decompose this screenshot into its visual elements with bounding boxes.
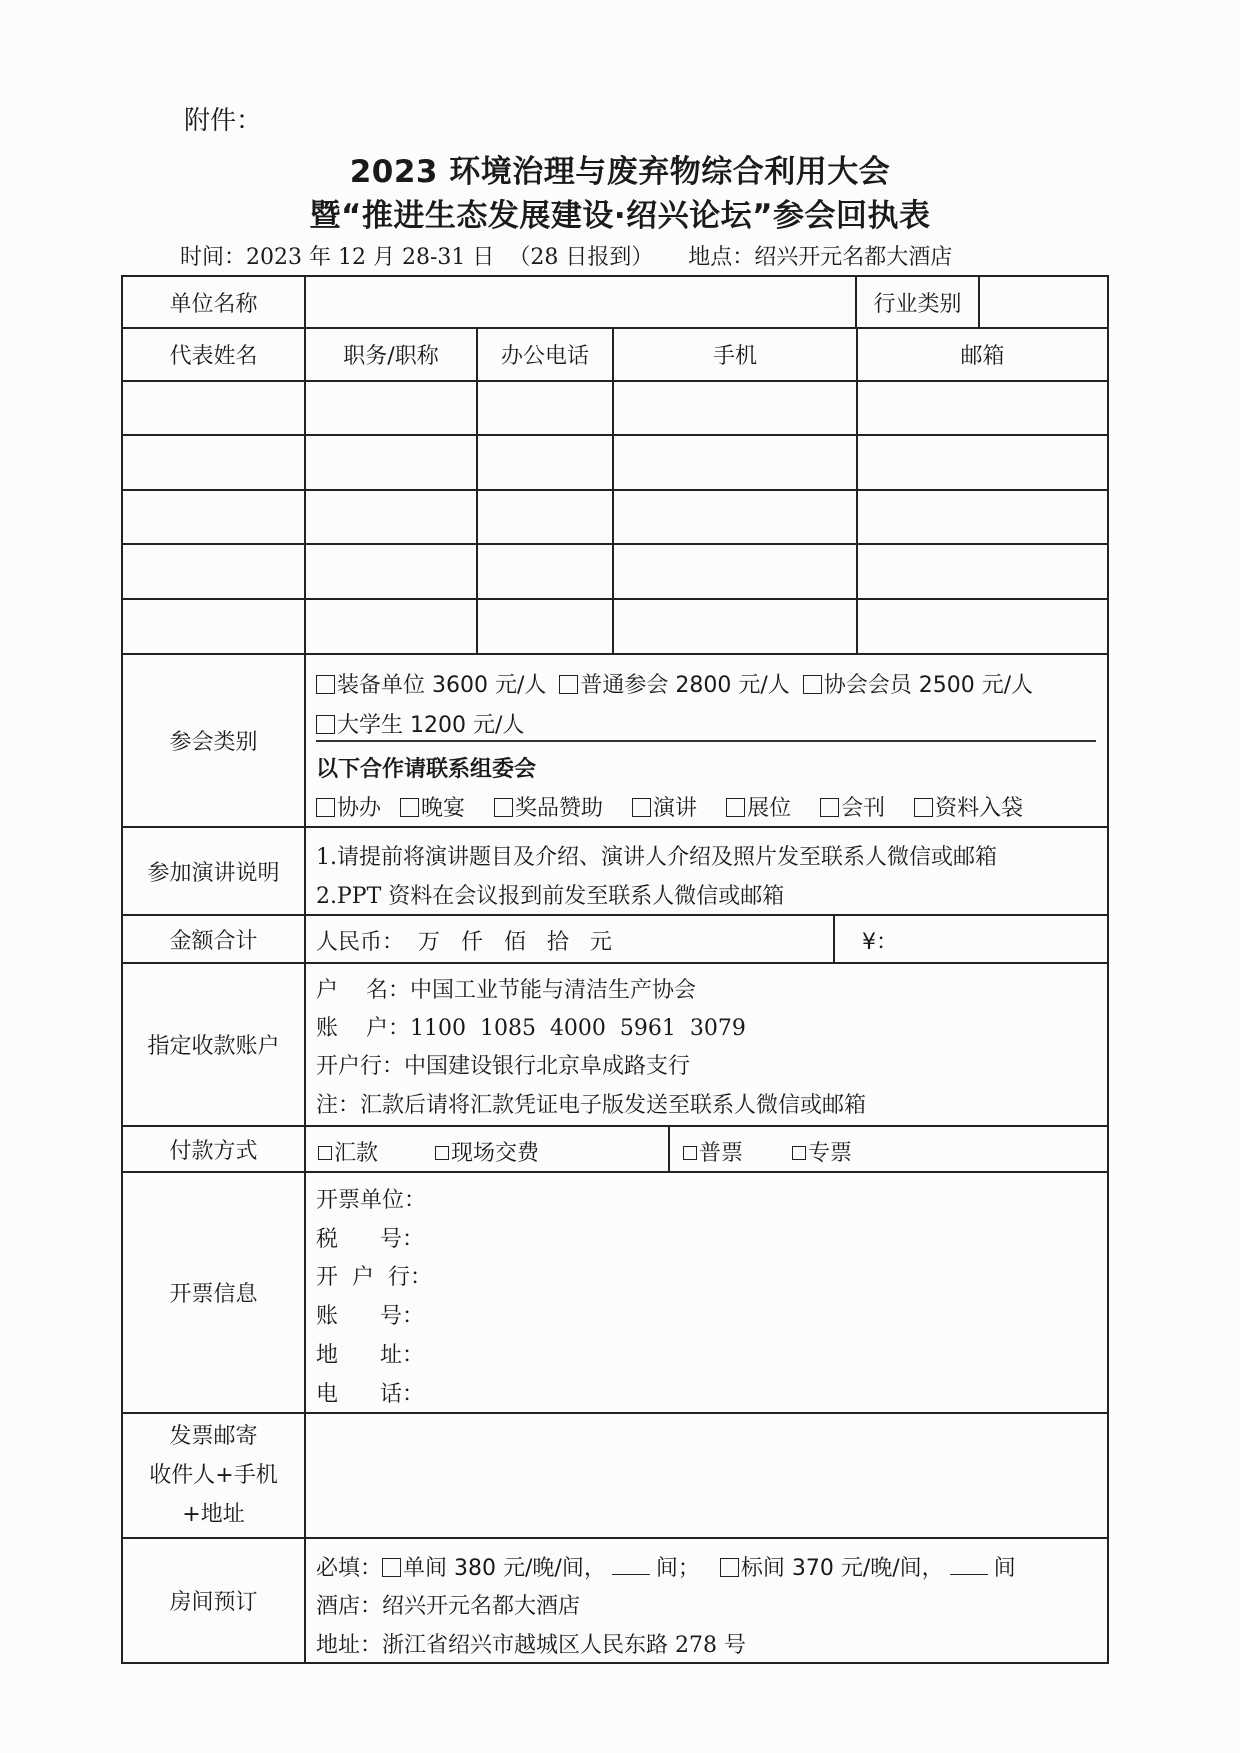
coop-speech-label: 演讲	[653, 796, 698, 821]
option-general-label: 普通参会 2800 元/人	[580, 673, 790, 698]
payment-method-options	[318, 1136, 539, 1167]
attendee-row[interactable]	[123, 545, 1107, 598]
category-label: 参会类别	[169, 730, 258, 755]
column-header-name: 代表姓名	[169, 344, 258, 369]
speech-label: 参加演讲说明	[147, 860, 280, 886]
option-equipment-label: 装备单位 3600 元/人	[337, 673, 547, 698]
twin-room-label: 标间 370 元/晚/间，	[740, 1556, 944, 1581]
checkbox-equipment[interactable]	[316, 675, 335, 694]
attendee-row[interactable]	[123, 436, 1107, 489]
payment-label: 付款方式	[169, 1138, 258, 1164]
special-invoice-label: 专票	[808, 1141, 853, 1166]
checkbox-journal[interactable]	[820, 798, 839, 817]
invoice-type-options	[683, 1136, 852, 1167]
checkbox-bag-insert[interactable]	[914, 798, 933, 817]
mailing-label-line1: 发票邮寄	[169, 1424, 258, 1449]
page-title: 2023 环境治理与废弃物综合利用大会	[349, 154, 891, 190]
invoice-phone-field[interactable]: 电 话：	[316, 1382, 424, 1407]
attendee-row[interactable]	[123, 382, 1107, 434]
unit-name-label: 单位名称	[169, 291, 258, 317]
hotel-line: 酒店：绍兴开元名都大酒店	[316, 1594, 581, 1619]
invoice-info-label: 开票信息	[169, 1282, 258, 1307]
checkbox-dinner[interactable]	[400, 798, 419, 817]
checkbox-general[interactable]	[559, 675, 578, 694]
amount-rmb-field[interactable]: 人民币： 万 仟 佰 拾 元	[316, 930, 612, 955]
room-booking-label: 房间预订	[169, 1590, 258, 1615]
coop-dinner-label: 晚宴	[421, 796, 466, 821]
checkbox-coorganizer[interactable]	[316, 798, 335, 817]
invoice-address-field[interactable]: 地 址：	[316, 1343, 424, 1368]
room-required-label: 必填：	[316, 1556, 383, 1581]
industry-label: 行业类别	[873, 291, 962, 317]
invoice-bank-field[interactable]: 开 户 行：	[316, 1265, 432, 1290]
time-location-line: 时间：2023 年 12 月 28-31 日 （28 日报到） 地点：绍兴开元名都大酒店	[180, 245, 953, 270]
page-subtitle: 暨“推进生态发展建设·绍兴论坛”参会回执表	[309, 198, 931, 234]
attachment-label: 附件：	[184, 106, 263, 136]
payment-onsite-label: 现场交费	[451, 1141, 540, 1166]
checkbox-twin-room[interactable]	[720, 1558, 739, 1577]
account-number-line: 账 户：1100 1085 4000 5961 3079	[316, 1016, 746, 1041]
mailing-label	[123, 1414, 304, 1537]
option-member-label: 协会会员 2500 元/人	[823, 673, 1034, 698]
checkbox-remit[interactable]	[318, 1146, 332, 1160]
twin-room-unit: 间	[993, 1556, 1016, 1581]
coop-heading: 以下合作请联系组委会	[316, 757, 537, 782]
mailing-label-line3: +地址	[182, 1502, 245, 1527]
account-label: 指定收款账户	[147, 1034, 280, 1059]
attendee-row[interactable]	[123, 600, 1107, 653]
speech-note-2: 2.PPT 资料在会议报到前发至联系人微信或邮箱	[316, 884, 785, 909]
mailing-field[interactable]	[306, 1414, 1107, 1537]
invoice-account-field[interactable]: 账 号：	[316, 1304, 424, 1329]
payment-remit-label: 汇款	[334, 1141, 379, 1166]
checkbox-onsite[interactable]	[435, 1146, 449, 1160]
category-options-row1	[316, 668, 1033, 699]
category-options-row2	[316, 708, 524, 739]
checkbox-special-invoice[interactable]	[792, 1146, 806, 1160]
speech-note-1: 1.请提前将演讲题目及介绍、演讲人介绍及照片发至联系人微信或邮箱	[316, 845, 997, 870]
coop-booth-label: 展位	[747, 796, 792, 821]
amount-label: 金额合计	[169, 928, 258, 954]
coop-bag-insert-label: 资料入袋	[935, 796, 1024, 821]
column-header-mobile: 手机	[712, 344, 757, 369]
checkbox-speech[interactable]	[632, 798, 651, 817]
amount-yen-field[interactable]: ¥：	[862, 930, 898, 955]
checkbox-student[interactable]	[316, 715, 335, 734]
coop-journal-label: 会刊	[841, 796, 886, 821]
option-student-label: 大学生 1200 元/人	[337, 713, 525, 738]
industry-field[interactable]	[980, 277, 1107, 327]
mailing-label-line2: 收件人+手机	[149, 1463, 278, 1488]
invoice-company-field[interactable]: 开票单位：	[316, 1188, 427, 1213]
normal-invoice-label: 普票	[699, 1141, 744, 1166]
column-header-title: 职务/职称	[343, 344, 439, 369]
single-room-unit: 间；	[655, 1556, 700, 1581]
account-name-line: 户 名：中国工业节能与清洁生产协会	[316, 978, 696, 1003]
twin-room-count-input[interactable]	[950, 1556, 988, 1575]
coop-options	[316, 791, 1023, 822]
attendee-row[interactable]	[123, 491, 1107, 543]
single-room-count-input[interactable]	[612, 1556, 650, 1575]
checkbox-prize[interactable]	[494, 798, 513, 817]
coop-coorganizer-label: 协办	[337, 796, 382, 821]
room-options	[316, 1551, 1016, 1582]
column-header-office-phone: 办公电话	[500, 344, 589, 369]
checkbox-booth[interactable]	[726, 798, 745, 817]
column-header-email: 邮箱	[960, 344, 1005, 369]
invoice-tax-id-field[interactable]: 税 号：	[316, 1227, 424, 1252]
coop-prize-label: 奖品赞助	[515, 796, 604, 821]
single-room-label: 单间 380 元/晚/间，	[403, 1556, 606, 1581]
account-note-line: 注：汇款后请将汇款凭证电子版发送至联系人微信或邮箱	[316, 1093, 867, 1118]
unit-name-field[interactable]	[306, 277, 855, 327]
checkbox-normal-invoice[interactable]	[683, 1146, 697, 1160]
account-bank-line: 开户行：中国建设银行北京阜成路支行	[316, 1054, 691, 1079]
checkbox-single-room[interactable]	[382, 1558, 401, 1577]
hotel-address-line: 地址：浙江省绍兴市越城区人民东路 278 号	[316, 1633, 746, 1658]
checkbox-member[interactable]	[803, 675, 822, 694]
